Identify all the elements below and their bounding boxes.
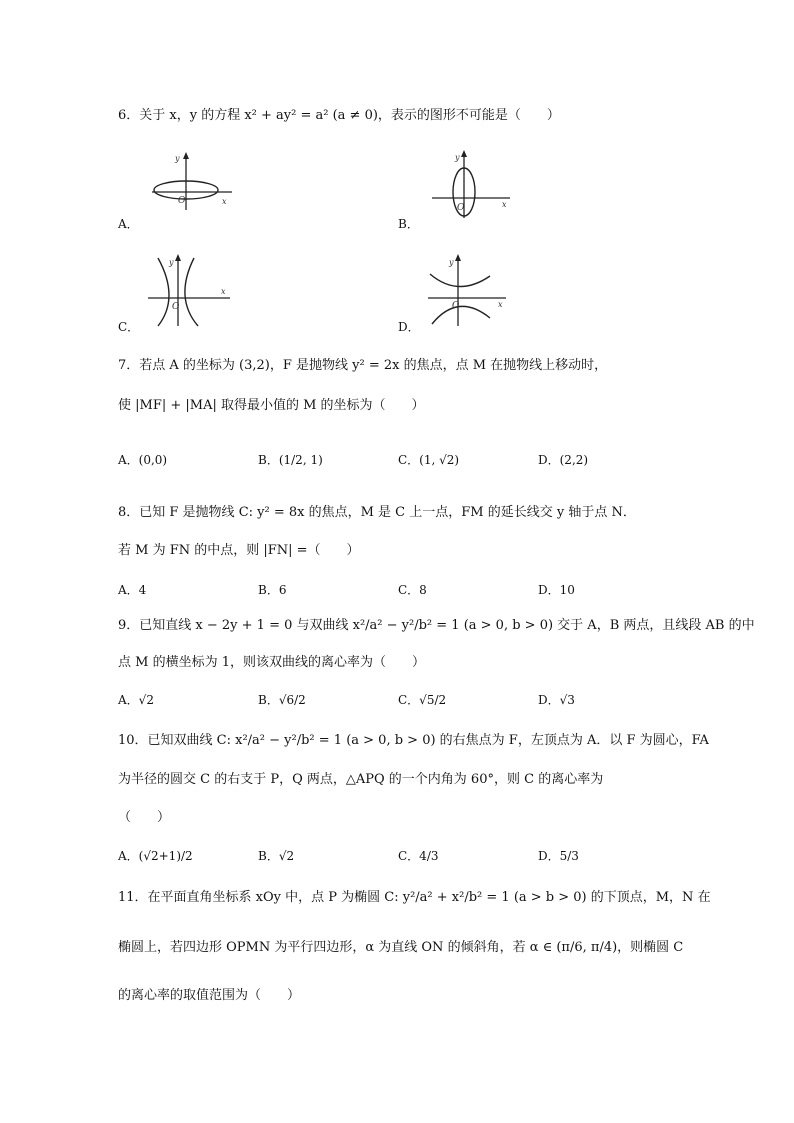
q8-option-b[interactable]: B．6 [258, 583, 287, 597]
q7-option-b[interactable]: B．(1/2, 1) [258, 453, 323, 467]
x-label: x [498, 300, 503, 309]
x-label: x [221, 287, 226, 296]
origin-label: O [452, 301, 460, 311]
q10-option-d[interactable]: D．5/3 [538, 849, 579, 863]
q8-option-c[interactable]: C．8 [398, 583, 427, 597]
q7-stem-line1: 7．若点 A 的坐标为 (3,2)，F 是抛物线 y² = 2x 的焦点，点 M 在抛物线上移动时， [118, 358, 608, 373]
q10-stem-line1: 10．已知双曲线 C: x²/a² − y²/b² = 1 (a > 0, b > 0) 的右焦点为 F，左顶点为 A．以 F 为圆心，FA [118, 733, 709, 748]
q9-option-c[interactable]: C．√5/2 [398, 693, 447, 707]
figure-b-vertical-ellipse [428, 148, 514, 220]
q6-option-b[interactable]: B． [398, 217, 419, 231]
origin-label: O [172, 302, 180, 312]
q10-option-b[interactable]: B．√2 [258, 849, 295, 863]
q6-option-a[interactable]: A． [118, 217, 139, 231]
q8-stem-line2: 若 M 为 FN 的中点，则 |FN| =（ ） [118, 543, 360, 558]
q7-stem-line2: 使 |MF| + |MA| 取得最小值的 M 的坐标为（ ） [118, 398, 425, 413]
figure-a-horizontal-ellipse [148, 150, 236, 212]
y-label: y [175, 154, 180, 163]
x-label: x [502, 200, 507, 209]
q9-option-d[interactable]: D．√3 [538, 693, 575, 707]
q10-stem-line3: （ ） [118, 810, 171, 825]
figure-c-hyperbola-horizontal [146, 252, 234, 328]
upper-branch [430, 274, 490, 287]
q11-stem-line1: 11．在平面直角坐标系 xOy 中，点 P 为椭圆 C: y²/a² + x²/b² = 1 (a > b > 0) 的下顶点，M，N 在 [118, 890, 711, 905]
q6-option-c[interactable]: C． [118, 320, 140, 334]
q10-stem-line2: 为半径的圆交 C 的右支于 P，Q 两点，△APQ 的一个内角为 60°，则 C 的离心率为 [118, 772, 604, 787]
q8-stem-line1: 8．已知 F 是抛物线 C: y² = 8x 的焦点，M 是 C 上一点，FM 的延长线交 y 轴于点 N． [118, 505, 636, 520]
q7-option-d[interactable]: D．(2,2) [538, 453, 589, 467]
q9-stem-line2: 点 M 的横坐标为 1，则该双曲线的离心率为（ ） [118, 655, 425, 670]
left-branch [158, 258, 169, 326]
origin-label: O [457, 203, 465, 213]
q9-option-a[interactable]: A．√2 [118, 693, 154, 707]
q10-option-a[interactable]: A．(√2+1)/2 [118, 849, 193, 863]
q9-option-b[interactable]: B．√6/2 [258, 693, 306, 707]
q8-option-d[interactable]: D．10 [538, 583, 575, 597]
q11-stem-line2: 椭圆上，若四边形 OPMN 为平行四边形，α 为直线 ON 的倾斜角，若 α ∈ (π/6, π/4)，则椭圆 C [118, 940, 684, 955]
x-label: x [222, 197, 227, 206]
q6-stem: 6．关于 x，y 的方程 x² + ay² = a² (a ≠ 0)，表示的图形不可能是（ ） [118, 108, 560, 123]
origin-label: O [178, 196, 186, 206]
lower-branch [432, 306, 490, 324]
figure-d-hyperbola-vertical [424, 252, 510, 328]
right-branch [185, 258, 198, 326]
y-label: y [455, 153, 460, 162]
q8-option-a[interactable]: A．4 [118, 583, 147, 597]
q9-stem-line1: 9．已知直线 x − 2y + 1 = 0 与双曲线 x²/a² − y²/b² = 1 (a > 0, b > 0) 交于 A，B 两点，且线段 AB 的中 [118, 618, 755, 633]
q11-stem-line3: 的离心率的取值范围为（ ） [118, 988, 301, 1003]
y-label: y [449, 258, 454, 267]
q10-option-c[interactable]: C．4/3 [398, 849, 439, 863]
q7-option-c[interactable]: C．(1, √2) [398, 453, 460, 467]
y-label: y [169, 258, 174, 267]
q7-option-a[interactable]: A．(0,0) [118, 453, 168, 467]
q6-option-d[interactable]: D． [398, 320, 420, 334]
